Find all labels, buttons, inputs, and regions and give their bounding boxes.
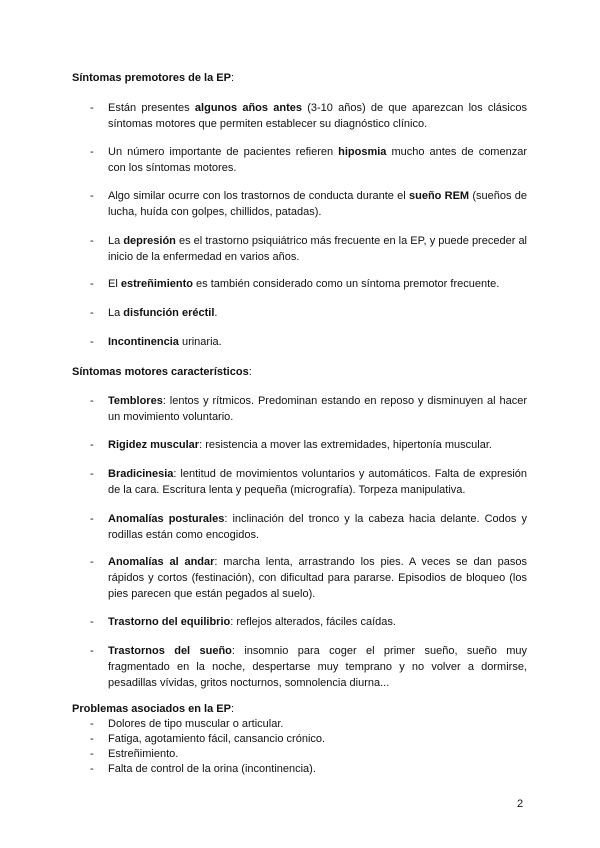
list-item: - Dolores de tipo muscular o articular. [90,718,284,730]
list-item: - Anomalías al andar: marcha lenta, arrastrando los pies. A veces se dan pasos rápidos y cortos (festinación), con dificultad para pararse. Episodios de bloqueo (los pies parecen que están pegados al suelo). [90,556,527,600]
section-heading-premotores: Síntomas premotores de la EP: [72,72,234,84]
list-item: - Trastornos del sueño: insomnio para coger el primer sueño, sueño muy fragmentado en la noche, despertarse muy temprano y no volver a dormirse, pesadillas vívidas, gritos nocturnos, somnolencia diurna... [90,645,527,689]
list-item: - Fatiga, agotamiento fácil, cansancio crónico. [90,733,326,745]
list-item: - La disfunción eréctil. [90,307,218,319]
compact-list [90,716,527,776]
list-item: - Un número importante de pacientes refieren hiposmia mucho antes de comenzar con los síntomas motores. [90,146,527,174]
section-heading-motores: Síntomas motores característicos: [72,366,252,378]
section-heading-problemas: Problemas asociados en la EP: [72,703,235,715]
list-item: - Falta de control de la orina (incontinencia). [90,763,316,775]
list-item: - Estreñimiento. [90,748,179,760]
list-item: - Temblores: lentos y rítmicos. Predominan estando en reposo y disminuyen al hacer un movimiento voluntario. [90,395,527,423]
list-item: - La depresión es el trastorno psiquiátrico más frecuente en la EP, y puede preceder al inicio de la enfermedad en varios años. [90,235,528,263]
list-item: - Incontinencia urinaria. [90,336,222,348]
list-item: - El estreñimiento es también considerado como un síntoma premotor frecuente. [90,278,500,290]
list-item: - Algo similar ocurre con los trastornos de conducta durante el sueño REM (sueños de lucha, huída con golpes, chillidos, patadas). [90,190,527,218]
page-number: 2 [517,798,524,810]
list-item: - Rigidez muscular: resistencia a mover las extremidades, hipertonía muscular. [90,439,492,451]
list-item: - Anomalías posturales: inclinación del tronco y la cabeza hacia delante. Codos y rodillas están como encogidos. [90,513,527,541]
list-item: - Trastorno del equilibrio: reflejos alterados, fáciles caídas. [90,616,396,628]
list-item: - Bradicinesia: lentitud de movimientos voluntarios y automáticos. Falta de expresión de la cara. Escritura lenta y pequeña (micrografía). Torpeza manipulativa. [90,468,527,496]
list-item: - Están presentes algunos años antes (3-10 años) de que aparezcan los clásicos síntomas motores que permiten establecer su diagnóstico clínico. [90,102,527,130]
